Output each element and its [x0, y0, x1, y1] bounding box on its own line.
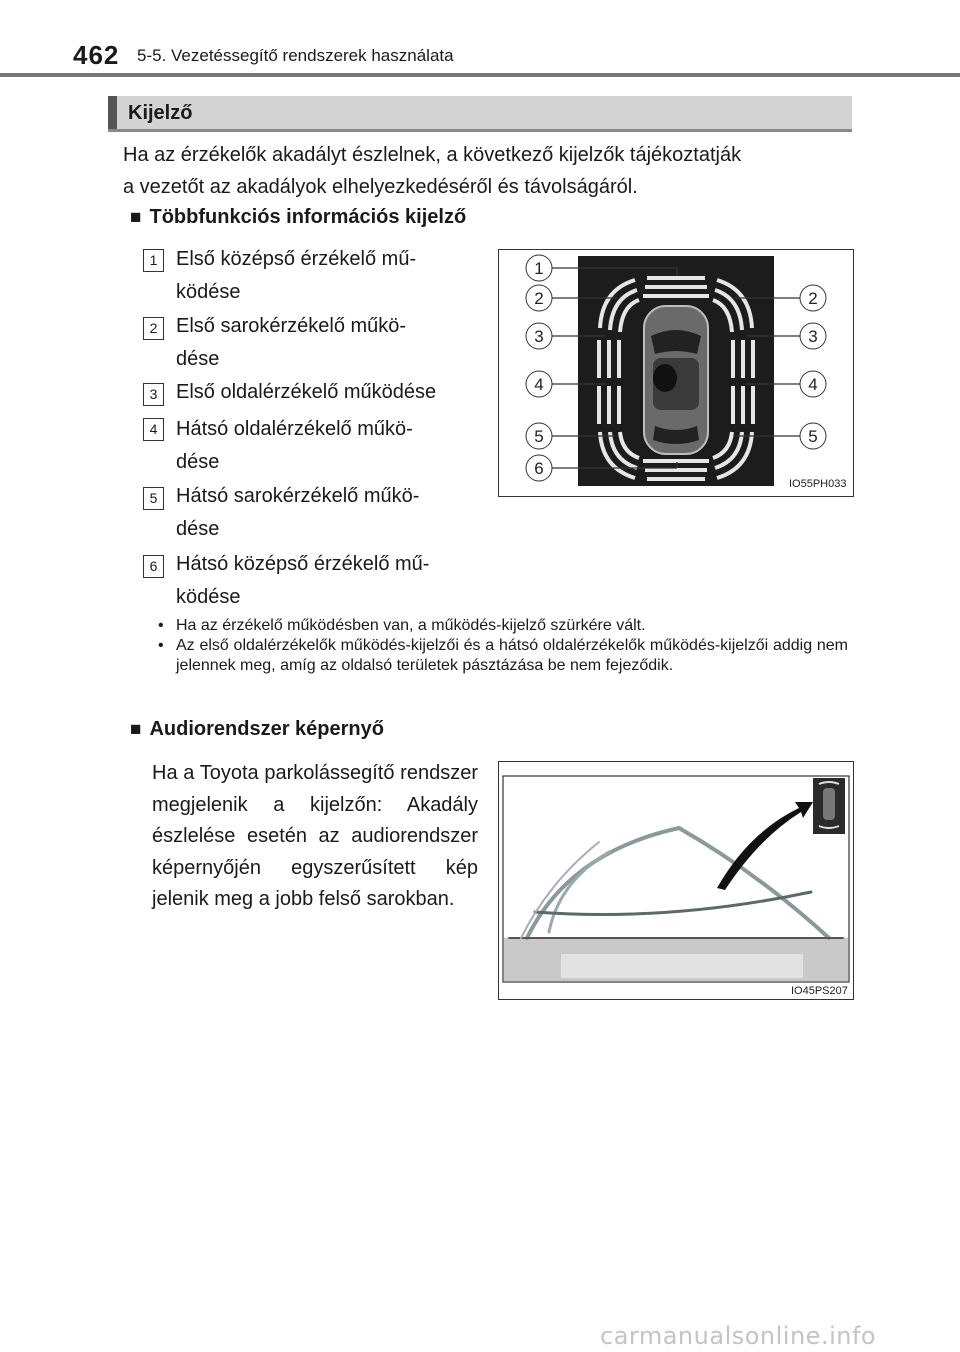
intro-line-2: a vezetőt az akadályok elhelyezkedéséről és távolságáról. — [123, 176, 638, 198]
note-text-1: Ha az érzékelő működésben van, a működés-kijelző szürkére vált. — [176, 617, 646, 634]
list-item-line: dése — [176, 518, 220, 540]
car-top-view — [644, 306, 708, 454]
item-number-5: 5 — [143, 487, 164, 510]
chapter-title: 5-5. Vezetéssegítő rendszerek használata — [137, 46, 454, 65]
list-item-line: dése — [176, 348, 220, 370]
note-item-2 — [158, 636, 848, 676]
square-bullet-icon: ■ — [130, 207, 142, 228]
subheading-text: Többfunkciós információs kijelző — [149, 206, 467, 228]
bullet-dot-icon: • — [158, 617, 164, 634]
callout-label-4-left: 4 — [534, 375, 544, 394]
section-bar-underline — [108, 129, 852, 132]
callout-label-2-right: 2 — [808, 289, 818, 308]
callout-label-5-right: 5 — [808, 427, 818, 446]
callout-label-6: 6 — [534, 459, 544, 478]
sensor-display-illustration — [499, 250, 853, 496]
list-item-line: Hátsó oldalérzékelő műkö- — [176, 418, 413, 440]
list-item-line: Hátsó középső érzékelő mű- — [176, 553, 430, 575]
list-item-2 — [176, 310, 406, 376]
item-number-1: 1 — [143, 249, 164, 272]
item-number-2: 2 — [143, 317, 164, 340]
list-item-1 — [176, 243, 416, 309]
subheading-audio — [130, 718, 384, 741]
list-item-line: ködése — [176, 281, 241, 303]
note-item-1 — [158, 616, 848, 636]
callout-label-1: 1 — [534, 259, 544, 278]
figure-multi-display — [498, 249, 854, 497]
screen-bottom-panel — [561, 954, 803, 978]
mini-car-icon — [823, 788, 835, 820]
square-bullet-icon: ■ — [130, 719, 142, 740]
figure-code-2: IO45PS207 — [791, 985, 848, 997]
intro-line-1: Ha az érzékelők akadályt észlelnek, a következő kijelzők tájékoztatják — [123, 144, 742, 166]
list-item-line: ködése — [176, 586, 241, 608]
item-number-4: 4 — [143, 418, 164, 441]
callout-label-5-left: 5 — [534, 427, 544, 446]
list-item-line: dése — [176, 451, 220, 473]
callout-label-4-right: 4 — [808, 375, 818, 394]
subheading-text: Audiorendszer képernyő — [149, 718, 384, 740]
list-item-line: Első középső érzékelő mű- — [176, 248, 417, 270]
list-item-6 — [176, 548, 429, 614]
list-item-line: Első sarokérzékelő műkö- — [176, 315, 407, 337]
callout-label-2-left: 2 — [534, 289, 544, 308]
header-divider — [0, 73, 960, 77]
note-text-2: Az első oldalérzékelők működés-kijelzői és a hátsó oldalérzékelők működés-kijelzői addig nem jelennek meg, amíg az oldalsó területek pásztázása be nem fejeződik. — [176, 637, 848, 674]
list-item-4 — [176, 413, 413, 479]
list-item-line: Hátsó sarokérzékelő műkö- — [176, 485, 420, 507]
list-item-line: Első oldalérzékelő működése — [176, 381, 437, 403]
watermark: carmanualsonline.info — [600, 1322, 877, 1350]
figure-audio-screen — [498, 761, 854, 1000]
list-item-3 — [176, 376, 436, 409]
figure-code-1: IO55PH033 — [789, 478, 847, 490]
bullet-dot-icon: • — [158, 637, 164, 654]
section-bar — [108, 96, 852, 132]
subheading-multi-display — [130, 206, 466, 229]
list-item-5 — [176, 480, 419, 546]
audio-screen-illustration — [499, 762, 853, 999]
callout-label-3-left: 3 — [534, 327, 544, 346]
section-bar-accent — [108, 96, 117, 132]
item-number-6: 6 — [143, 555, 164, 578]
page-number: 462 — [73, 40, 120, 70]
audio-description: Ha a Toyota parkolássegítő rendszer megjelenik a kijelzőn: Akadály észlelése esetén az audiorendszer képernyőjén egyszerűsített kép jelenik meg a jobb felső sarokban. — [152, 762, 478, 910]
notes-list — [158, 616, 848, 676]
item-number-3: 3 — [143, 383, 164, 406]
callout-label-3-right: 3 — [808, 327, 818, 346]
section-title: Kijelző — [128, 102, 193, 124]
